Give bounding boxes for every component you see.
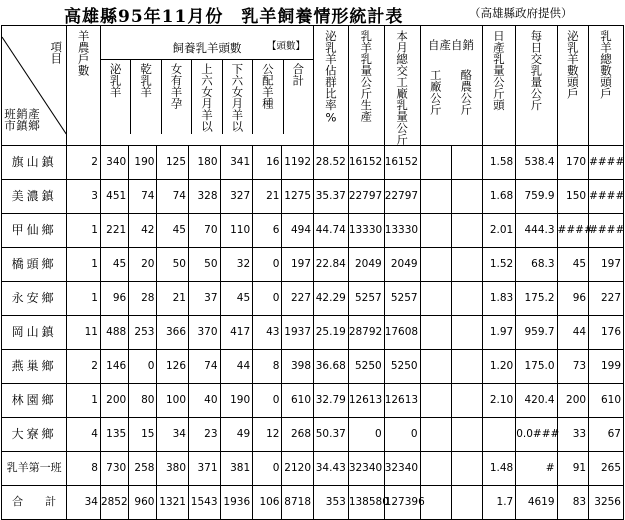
farmer-cell <box>452 282 482 316</box>
lactating-cell: 96 <box>100 282 128 316</box>
total-per-farm-cell: 3256 <box>589 486 624 520</box>
daily-cell: 2.01 <box>482 214 516 248</box>
table-row <box>2 418 624 452</box>
farmer-cell <box>452 418 482 452</box>
table-row <box>2 316 624 350</box>
total-cell: 1275 <box>282 180 314 214</box>
group-header-label: 飼養乳羊頭數 <box>172 40 242 55</box>
under6-cell: 327 <box>220 180 253 214</box>
farmer-cell <box>452 486 482 520</box>
bucks-cell: 16 <box>253 146 282 180</box>
sub-bucks: 公配羊種 <box>260 63 275 109</box>
delivery-cell: 444.3 <box>516 214 557 248</box>
sub-lactating: 泌乳羊 <box>108 63 123 98</box>
goat-statistics-table <box>1 25 624 520</box>
group-header-cell <box>100 26 313 146</box>
dry-cell: 0 <box>129 350 157 384</box>
delivery-cell: 68.3 <box>516 248 557 282</box>
lactating-cell: 2852 <box>100 486 128 520</box>
lact-per-farm-header: 泌乳羊數頭戶 <box>557 26 589 146</box>
households-cell: 2 <box>67 350 101 384</box>
bucks-cell: 0 <box>253 282 282 316</box>
produced-cell: 13330 <box>348 214 384 248</box>
lact-per-farm-cell: 45 <box>557 248 589 282</box>
sub-pregnant: 女有羊孕 <box>169 63 184 109</box>
farmer-cell <box>452 214 482 248</box>
total-per-farm-cell: 197 <box>589 248 624 282</box>
ratio-cell: 36.68 <box>314 350 349 384</box>
daily-cell: 2.10 <box>482 384 516 418</box>
ratio-cell: 32.79 <box>314 384 349 418</box>
dry-cell: 20 <box>129 248 157 282</box>
under6-cell: 110 <box>220 214 253 248</box>
factory-cell <box>420 350 452 384</box>
table-row <box>2 214 624 248</box>
corner-top-label: 項目 <box>49 41 64 64</box>
dry-cell: 74 <box>129 180 157 214</box>
bucks-cell: 0 <box>253 248 282 282</box>
dry-cell: 960 <box>129 486 157 520</box>
lact-per-farm-cell: 44 <box>557 316 589 350</box>
sold-cell: 5250 <box>384 350 420 384</box>
households-cell: 11 <box>67 316 101 350</box>
table-row <box>2 248 624 282</box>
lact-per-farm-cell: 96 <box>557 282 589 316</box>
daily-cell: 1.52 <box>482 248 516 282</box>
table-row <box>2 146 624 180</box>
sold-cell: 2049 <box>384 248 420 282</box>
lactating-cell: 200 <box>100 384 128 418</box>
over6-cell: 50 <box>189 248 221 282</box>
bucks-cell: 12 <box>253 418 282 452</box>
table-row <box>2 384 624 418</box>
lactating-cell: 135 <box>100 418 128 452</box>
self-sales-factory: 工廠公斤 <box>428 69 443 115</box>
delivery-cell: 538.4 <box>516 146 557 180</box>
farmer-cell <box>452 316 482 350</box>
header-row <box>2 26 624 146</box>
bucks-cell: 0 <box>253 452 282 486</box>
over6-cell: 40 <box>189 384 221 418</box>
factory-cell <box>420 248 452 282</box>
produced-cell: 32340 <box>348 452 384 486</box>
total-per-farm-cell: #### <box>589 214 624 248</box>
dry-cell: 80 <box>129 384 157 418</box>
table-row <box>2 180 624 214</box>
pregnant-cell: 100 <box>157 384 189 418</box>
lactating-cell: 340 <box>100 146 128 180</box>
ratio-cell: 353 <box>314 486 349 520</box>
under6-cell: 1936 <box>220 486 253 520</box>
factory-cell <box>420 384 452 418</box>
farmer-cell <box>452 452 482 486</box>
daily-cell: 1.68 <box>482 180 516 214</box>
pregnant-cell: 126 <box>157 350 189 384</box>
factory-cell <box>420 180 452 214</box>
total-cell: 268 <box>282 418 314 452</box>
dry-cell: 258 <box>129 452 157 486</box>
produced-cell: 2049 <box>348 248 384 282</box>
table-body <box>2 26 624 520</box>
total-per-farm-cell: 67 <box>589 418 624 452</box>
ratio-cell: 42.29 <box>314 282 349 316</box>
bucks-cell: 6 <box>253 214 282 248</box>
factory-cell <box>420 214 452 248</box>
pregnant-cell: 380 <box>157 452 189 486</box>
total-per-farm-cell: 265 <box>589 452 624 486</box>
ratio-cell: 34.43 <box>314 452 349 486</box>
over6-cell: 371 <box>189 452 221 486</box>
sub-under6: 下六女月羊以 <box>230 63 245 132</box>
town-name-cell: 旗山鎮 <box>2 146 67 180</box>
table-row <box>2 486 624 520</box>
lact-per-farm-cell: 73 <box>557 350 589 384</box>
under6-cell: 44 <box>220 350 253 384</box>
pregnant-cell: 366 <box>157 316 189 350</box>
households-cell: 1 <box>67 282 101 316</box>
town-name-cell: 美濃鎮 <box>2 180 67 214</box>
dry-cell: 28 <box>129 282 157 316</box>
factory-cell <box>420 282 452 316</box>
sub-over6: 上六女月羊以 <box>199 63 214 132</box>
total-per-farm-cell: 610 <box>589 384 624 418</box>
sold-header: 本月總交工廠乳量公斤 <box>384 26 420 146</box>
delivery-cell: 759.9 <box>516 180 557 214</box>
report-source: （高雄縣政府提供） <box>469 6 573 20</box>
dry-cell: 15 <box>129 418 157 452</box>
lact-per-farm-cell: 91 <box>557 452 589 486</box>
corner-header-cell <box>2 26 67 146</box>
factory-cell <box>420 146 452 180</box>
ratio-cell: 50.37 <box>314 418 349 452</box>
daily-cell: 1.48 <box>482 452 516 486</box>
households-cell: 34 <box>67 486 101 520</box>
sold-cell: 16152 <box>384 146 420 180</box>
delivery-cell: 175.0 <box>516 350 557 384</box>
daily-cell: 1.97 <box>482 316 516 350</box>
produced-header: 乳羊乳量公斤生產 <box>348 26 384 146</box>
total-per-farm-cell: 227 <box>589 282 624 316</box>
town-name-cell: 林園鄉 <box>2 384 67 418</box>
lact-per-farm-cell: #### <box>557 214 589 248</box>
delivery-cell: 4619 <box>516 486 557 520</box>
produced-cell: 16152 <box>348 146 384 180</box>
report-title: 高雄縣95年11月份 乳羊飼養情形統計表 <box>64 7 404 27</box>
dry-cell: 190 <box>129 146 157 180</box>
over6-cell: 23 <box>189 418 221 452</box>
lact-per-farm-cell: 33 <box>557 418 589 452</box>
pregnant-cell: 21 <box>157 282 189 316</box>
corner-line-3: 班市 <box>3 108 17 131</box>
lact-per-farm-cell: 170 <box>557 146 589 180</box>
households-cell: 4 <box>67 418 101 452</box>
total-per-farm-cell: #### <box>589 146 624 180</box>
total-cell: 1192 <box>282 146 314 180</box>
town-name-cell: 甲仙鄉 <box>2 214 67 248</box>
delivery-cell: 0.0### <box>516 418 557 452</box>
bucks-cell: 43 <box>253 316 282 350</box>
lactating-cell: 488 <box>100 316 128 350</box>
sold-cell: 13330 <box>384 214 420 248</box>
households-cell: 1 <box>67 214 101 248</box>
sold-cell: 127396 <box>384 486 420 520</box>
over6-cell: 74 <box>189 350 221 384</box>
table-row <box>2 282 624 316</box>
households-cell: 8 <box>67 452 101 486</box>
over6-cell: 180 <box>189 146 221 180</box>
town-name-cell: 岡山鎮 <box>2 316 67 350</box>
under6-cell: 417 <box>220 316 253 350</box>
dry-cell: 253 <box>129 316 157 350</box>
dry-cell: 42 <box>129 214 157 248</box>
sold-cell: 22797 <box>384 180 420 214</box>
sold-cell: 32340 <box>384 452 420 486</box>
town-name-cell: 乳羊第一班 <box>2 452 67 486</box>
households-cell: 1 <box>67 384 101 418</box>
produced-cell: 0 <box>348 418 384 452</box>
lactating-cell: 146 <box>100 350 128 384</box>
sold-cell: 12613 <box>384 384 420 418</box>
lactating-cell: 730 <box>100 452 128 486</box>
pregnant-cell: 74 <box>157 180 189 214</box>
over6-cell: 70 <box>189 214 221 248</box>
group-header-unit: 【頭數】 <box>267 41 306 52</box>
total-cell: 197 <box>282 248 314 282</box>
farmer-cell <box>452 248 482 282</box>
over6-cell: 328 <box>189 180 221 214</box>
produced-cell: 5257 <box>348 282 384 316</box>
under6-cell: 341 <box>220 146 253 180</box>
ratio-cell: 35.37 <box>314 180 349 214</box>
daily-cell: 1.58 <box>482 146 516 180</box>
lactating-cell: 45 <box>100 248 128 282</box>
town-name-cell: 橋頭鄉 <box>2 248 67 282</box>
households-cell: 3 <box>67 180 101 214</box>
produced-cell: 22797 <box>348 180 384 214</box>
farmer-cell <box>452 384 482 418</box>
lact-per-farm-cell: 200 <box>557 384 589 418</box>
town-name-cell: 合 計 <box>2 486 67 520</box>
lact-per-farm-cell: 150 <box>557 180 589 214</box>
sold-cell: 0 <box>384 418 420 452</box>
ratio-cell: 44.74 <box>314 214 349 248</box>
produced-cell: 28792 <box>348 316 384 350</box>
total-per-farm-cell: #### <box>589 180 624 214</box>
total-per-farm-header: 乳羊總數頭戶 <box>589 26 624 146</box>
total-per-farm-cell: 176 <box>589 316 624 350</box>
pregnant-cell: 50 <box>157 248 189 282</box>
ratio-header: 泌乳羊佔群比率% <box>314 26 349 146</box>
sold-cell: 5257 <box>384 282 420 316</box>
farmer-cell <box>452 350 482 384</box>
corner-line-1: 產鄉 <box>27 108 41 131</box>
town-name-cell: 大寮鄉 <box>2 418 67 452</box>
total-cell: 494 <box>282 214 314 248</box>
factory-cell <box>420 316 452 350</box>
total-cell: 2120 <box>282 452 314 486</box>
under6-cell: 49 <box>220 418 253 452</box>
over6-cell: 37 <box>189 282 221 316</box>
total-per-farm-cell: 199 <box>589 350 624 384</box>
under6-cell: 381 <box>220 452 253 486</box>
lactating-cell: 451 <box>100 180 128 214</box>
corner-bottom-label <box>4 108 40 131</box>
delivery-cell: # <box>516 452 557 486</box>
total-cell: 227 <box>282 282 314 316</box>
total-cell: 610 <box>282 384 314 418</box>
delivery-cell: 420.4 <box>516 384 557 418</box>
under6-cell: 190 <box>220 384 253 418</box>
under6-cell: 45 <box>220 282 253 316</box>
sold-cell: 17608 <box>384 316 420 350</box>
corner-line-2: 銷鎮 <box>15 108 29 131</box>
daily-cell: 1.7 <box>482 486 516 520</box>
table-row <box>2 350 624 384</box>
lact-per-farm-cell: 83 <box>557 486 589 520</box>
households-cell: 1 <box>67 248 101 282</box>
self-sales-header <box>420 26 482 146</box>
self-sales-farmer: 酪農公斤 <box>459 69 474 115</box>
town-name-cell: 永安鄉 <box>2 282 67 316</box>
sub-total: 合計 <box>291 63 306 86</box>
total-cell: 1937 <box>282 316 314 350</box>
sub-dry: 乾乳羊 <box>139 63 154 98</box>
pregnant-cell: 1321 <box>157 486 189 520</box>
over6-cell: 370 <box>189 316 221 350</box>
over6-cell: 1543 <box>189 486 221 520</box>
bucks-cell: 0 <box>253 384 282 418</box>
delivery-header: 每日交乳量公斤 <box>516 26 557 146</box>
pregnant-cell: 34 <box>157 418 189 452</box>
town-name-cell: 燕巢鄉 <box>2 350 67 384</box>
produced-cell: 138580 <box>348 486 384 520</box>
bucks-cell: 106 <box>253 486 282 520</box>
bucks-cell: 21 <box>253 180 282 214</box>
pregnant-cell: 45 <box>157 214 189 248</box>
pregnant-cell: 125 <box>157 146 189 180</box>
factory-cell <box>420 418 452 452</box>
households-cell: 2 <box>67 146 101 180</box>
table-row <box>2 452 624 486</box>
self-sales-label: 自產自銷 <box>428 38 475 52</box>
lactating-cell: 221 <box>100 214 128 248</box>
factory-cell <box>420 452 452 486</box>
ratio-cell: 25.19 <box>314 316 349 350</box>
ratio-cell: 22.84 <box>314 248 349 282</box>
bucks-cell: 8 <box>253 350 282 384</box>
daily-cell: 1.83 <box>482 282 516 316</box>
farmer-cell <box>452 146 482 180</box>
daily-header: 日產乳量公斤頭 <box>482 26 516 146</box>
produced-cell: 12613 <box>348 384 384 418</box>
under6-cell: 32 <box>220 248 253 282</box>
daily-cell: 1.20 <box>482 350 516 384</box>
total-cell: 398 <box>282 350 314 384</box>
delivery-cell: 175.2 <box>516 282 557 316</box>
daily-cell <box>482 418 516 452</box>
delivery-cell: 959.7 <box>516 316 557 350</box>
produced-cell: 5250 <box>348 350 384 384</box>
farmer-cell <box>452 180 482 214</box>
total-cell: 8718 <box>282 486 314 520</box>
households-header: 羊農戶數 <box>67 26 101 146</box>
ratio-cell: 28.52 <box>314 146 349 180</box>
